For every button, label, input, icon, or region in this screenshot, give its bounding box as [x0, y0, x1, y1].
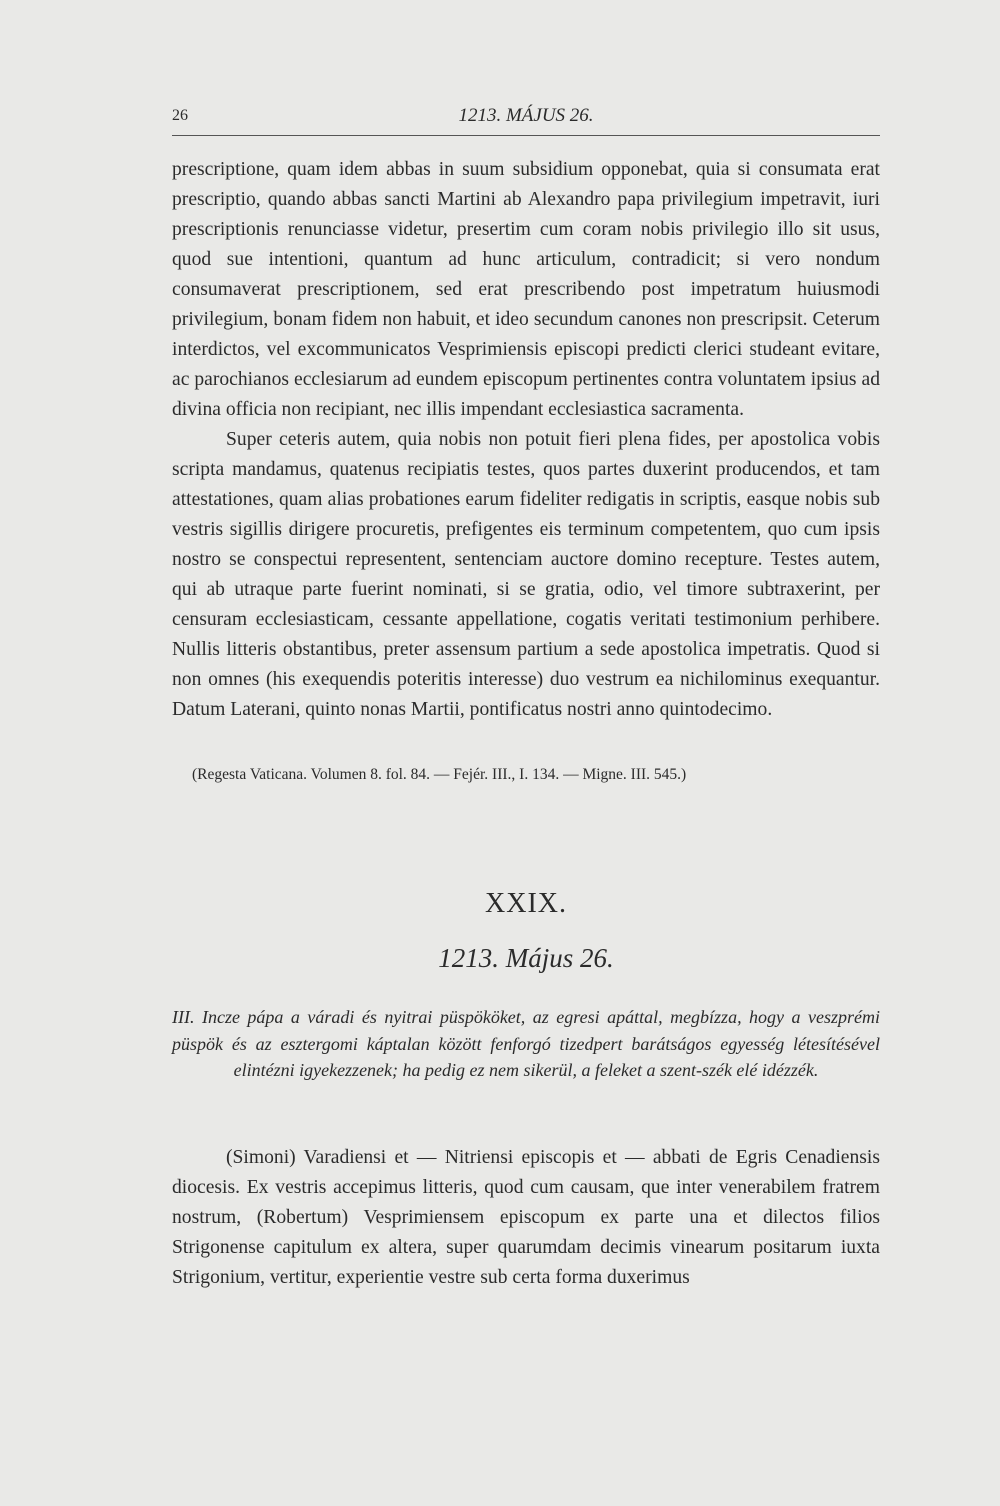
page-number: 26 — [172, 107, 188, 124]
running-title: 1213. MÁJUS 26. — [458, 105, 594, 126]
running-header — [172, 103, 880, 136]
paragraph: Super ceteris autem, quia nobis non potuit fieri plena fides, per apostolica vobis scripta mandamus, quatenus recipiatis testes, quos partes duxerint producendos, et tam attestationes, quam alias probationes earum fideliter redigatis in scriptis, easque nobis sub vestris sigillis dirigere procuretis, prefigentes eis terminum competentem, quo cum ipsis nostro se conspectui representent, sentenciam auctore domino recepture. Testes autem, qui ab utraque parte fuerint nominati, si se gratia, odio, vel timore subtraxerint, per censuram ecclesiasticam, cessante appellatione, cogatis veritati testimonium perhibere. Nullis litteris obstantibus, preter assensum partium a sede apostolica impetratis. Quod si non omnes (his exequendis poteritis interesse) duo vestrum ea nichilominus exequantur. Datum Laterani, quinto nonas Martii, pontificatus nostri anno quintodecimo. — [172, 429, 880, 720]
document-summary: III. Incze pápa a váradi és nyitrai püspököket, az egresi apáttal, megbízza, hogy a veszprémi püspök és az esztergomi káptalan között fenforgó tizedpert barátságos egyesség létesítésével elintézni igyekezzenek; ha pedig ez nem sikerül, a feleket a szent-szék elé idézzék. — [172, 1007, 880, 1080]
document-date: 1213. Május 26. — [438, 943, 614, 973]
source-citation: (Regesta Vaticana. Volumen 8. fol. 84. — Fejér. III., I. 134. — Migne. III. 545.) — [192, 766, 687, 783]
paragraph: prescriptione, quam idem abbas in suum subsidium opponebat, quia si consumata erat prescriptio, quando abbas sancti Martini ab Alexandro papa privilegium impetravit, iuri prescriptionis renunciasse videtur, presertim cum coram nobis privilegio illo sit usus, quod sue intentioni, quantum ad hunc articulum, contradicit; si vero nondum consumaverat prescriptionem, sed erat prescribendo post impetratum huiusmodi privilegium, bonam fidem non habuit, et ideo secundum canones non prescripsit. Ceterum interdictos, vel excommunicatos Vesprimiensis episcopi predicti clerici studeant evitare, ac parochianos ecclesiarum ad eundem episcopum pertinentes contra voluntatem ipsius ad divina officia non recipiant, nec illis impendant ecclesiastica sacramenta. — [172, 159, 880, 420]
paragraph: (Simoni) Varadiensi et — Nitriensi episcopis et — abbati de Egris Cenadiensis diocesis. Ex vestris accepimus litteris, quod cum causam, que inter venerabilem fratrem nostrum, (Robertum) Vesprimiensem episcopum ex parte una et dilectos filios Strigonense capitulum ex altera, super quarumdam decimis vinearum positarum iuxta Strigonium, vertitur, experientie vestre sub certa forma duxerimus — [172, 1147, 880, 1288]
document-number: XXIX. — [485, 888, 567, 919]
document-body — [172, 1143, 880, 1293]
continued-letter-text — [172, 155, 880, 725]
